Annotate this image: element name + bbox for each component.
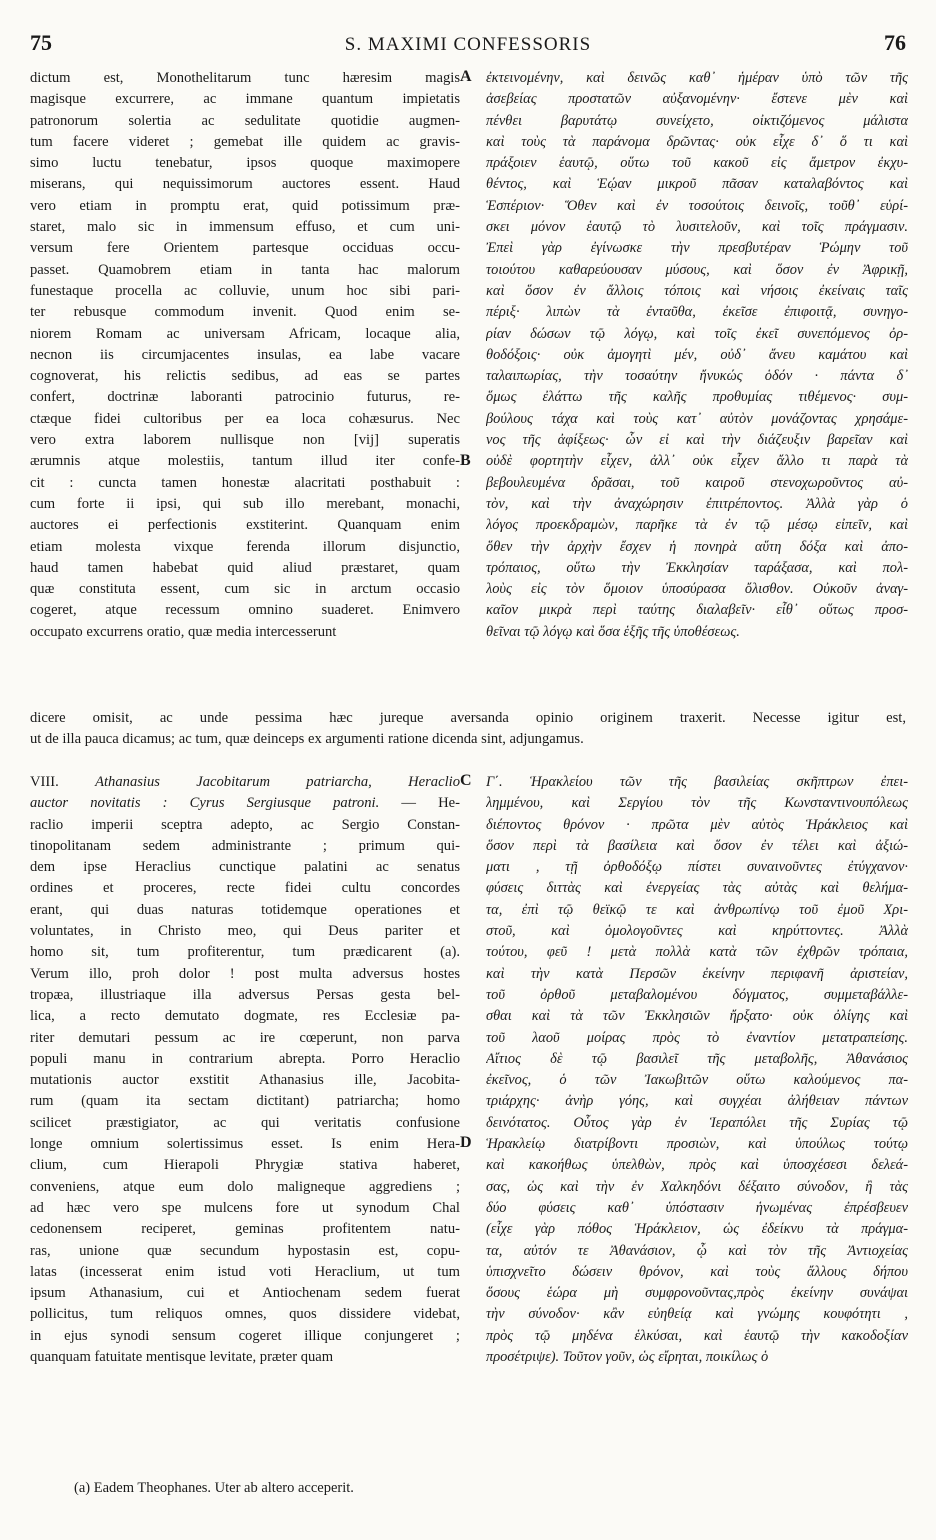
latin-text-line: quæ constituta essent, cum sic in arctum occasio	[30, 581, 460, 598]
greek-text-line: θεῖναι τῷ λόγῳ καὶ ὅσα ἑξῆς τῆς ὑποθέσεως.	[486, 623, 740, 640]
greek-text-line: καὶ τοὺς τὰ παράνομα δρῶντας· οὐκ εἶχε δ᾽ ὅ τι καὶ	[486, 133, 908, 150]
latin-text-line: ordines et proceres, recte fidei cultu concordes	[30, 880, 460, 897]
latin-text-line: ærumnis atque molestiis, tantum illud iter confe-	[30, 453, 460, 470]
section-heading	[30, 772, 460, 815]
greek-text-line: τοῦ ὀρθοῦ μεταβαλομένου δόγματος, συμμεταβάλλε-	[486, 986, 908, 1003]
latin-text-line: vero extra laborem nullisque non [vij] superatis	[30, 432, 460, 449]
latin-text-line: ctæque fidei cultoribus per ea loca cohæsurus. Nec	[30, 410, 460, 427]
latin-text-line: riter demutari pessum ac ire cœperunt, non parva	[30, 1029, 460, 1046]
latin-text-line: cogeret, atque recessum omnino suaderet. Enimvero	[30, 602, 460, 619]
full-width-lines	[30, 708, 906, 751]
greek-text-line: Αἴτιος δὲ τῷ βασιλεῖ τῆς μεταβολῆς, Ἀθανάσιος	[486, 1050, 908, 1067]
greek-text-line: νος τῆς ἀφίξεως· ὧν εἰ καὶ τὴν διάζευξιν βαρεῖαν καὶ	[486, 432, 908, 449]
latin-text-line: versum fere Orientem partesque occiduas occu-	[30, 240, 460, 257]
page-number-right: 76	[884, 30, 906, 55]
greek-text-line: καὶ κακοήθως ὑπελθὼν, πρὸς καὶ ὑποσχέσεσι δελεά-	[486, 1157, 908, 1174]
latin-text-line: tropæa, illustriaque illa adversus Persas gesta bel-	[30, 986, 460, 1003]
greek-text-line: πέριξ· λιπὼν τὰ ἐνταῦθα, ἐκεῖσε ἐπιφοιτᾷ, συνηγο-	[486, 304, 908, 321]
margin-marker-c: C	[460, 772, 472, 789]
latin-text-line: patronorum solertia ac sedulitate quotidie augmen-	[30, 112, 460, 129]
latin-text-line: tinopolitanam sedem administrante ; primum qui-	[30, 837, 460, 854]
latin-text-line: confert, doctrinæ laboranti patrocinio futurus, re-	[30, 389, 460, 406]
greek-text-line: ὅσους ἑώρα μὴ συμφρονοῦντας,πρὸς ἐκείνην συνάψαι	[486, 1285, 908, 1302]
greek-text-line: πράξοιεν ἑαυτῷ, οὕτω τοῦ κακοῦ εἰς ἄμετρον ἐκχυ-	[486, 155, 908, 172]
footnote-text: Eadem Theophanes. Uter ab altero acceperit.	[93, 1480, 354, 1496]
latin-text-line: clium, cum Hierapoli Phrygiæ stativa haberet,	[30, 1157, 460, 1174]
heading-title-2: auctor novitatis : Cyrus Sergiusque patroni.	[30, 795, 380, 812]
greek-column-top	[486, 68, 908, 643]
greek-text-line: Γ΄. Ἡρακλείου τῶν τῆς βασιλείας σκῆπτρων ἐπει-	[486, 774, 908, 790]
latin-text-line: cedonensem reciperet, geminas profitentem natu-	[30, 1221, 460, 1238]
latin-text-line: Verum illo, proh dolor ! post multa adversus hostes	[30, 965, 460, 982]
latin-text-line: simo luctu tenebatur, ipsos quoque maximopere	[30, 155, 460, 172]
latin-text-line: in ejus synodi sensum cogeret illique conjungeret ;	[30, 1327, 460, 1344]
latin-column-top	[30, 68, 460, 643]
greek-text-line: ματι , τῇ ὀρθοδόξῳ πίστει συναινοῦντες ἐτύγχανον·	[486, 859, 908, 876]
greek-text-line: ὅμως ἐλάττω τῆς καλῆς προθυμίας τιθέμενος· συμ-	[486, 389, 908, 406]
latin-text-line: etiam molesta vixque ferenda illorum disjunctio,	[30, 538, 460, 555]
latin-text-line: pollicitus, tum reliquos omnes, quos dissidere videbat,	[30, 1306, 460, 1323]
latin-text-line: ad hæc vero spe mulcens fore ut synodum Chal	[30, 1199, 460, 1216]
heading-title-1: Athanasius Jacobitarum patriarcha, Heraclio	[95, 774, 460, 790]
latin-text-line: cognoverat, his relictis sedibus, ad eas se partes	[30, 368, 460, 385]
running-title: S. MAXIMI CONFESSORIS	[344, 34, 592, 55]
latin-text-line: mutationis auctor exstitit Athanasius ille, Jacobita-	[30, 1072, 460, 1089]
latin-text-line: miserans, qui nequissimorum auctores essent. Haud	[30, 176, 460, 193]
greek-text-line: καῖον μικρὰ περὶ ταύτης διαλαβεῖν· εἶθ᾽ οὕτως προσ-	[486, 602, 908, 619]
heading-line-1	[30, 772, 460, 793]
greek-text-line: Ἑσπέριον· Ὅθεν καὶ ἐν τοσούτοις δεινοῖς, τοῦθ᾽ εὑρί-	[486, 197, 908, 214]
greek-text-line: ἀσεβείας προστατῶν αὐξανομένην· ἔστενε μὲν καὶ	[486, 91, 908, 108]
latin-text-line: raclio imperii sceptra adepto, ac Sergio Constan-	[30, 816, 460, 833]
greek-column-bottom	[486, 772, 908, 1368]
greek-text-line: τα, ἐπὶ τῷ θεϊκῷ τε καὶ ἀνθρωπίνῳ τοῦ ἐμοῦ Χρι-	[486, 901, 908, 918]
greek-text-line: τρόπαιος, οὕτω τὴν Ἐκκλησίαν ταράξασα, καὶ πολ-	[486, 559, 908, 576]
greek-text-line: σας, ὡς καὶ τὴν ἐν Χαλκηδόνι δέξαιτο σύνοδον, ἢ τὰς	[486, 1178, 908, 1195]
latin-text-line: magisque excurrere, ac immane quantum impietatis	[30, 91, 460, 108]
greek-text-line: ὅσον περὶ τὰ βασίλεια καὶ ὅσον ἐν τέλει καὶ ἀξιώ-	[486, 837, 908, 854]
latin-text-line: dem ipse Heraclius cunctique palatini ac senatus	[30, 859, 460, 876]
greek-text-line: φύσεις διττὰς καὶ ἐνεργείας τὰς αὐτὰς καὶ θελήμα-	[486, 880, 908, 897]
latin-text-line: conveniens, atque eum dolo maligneque aggrediens ;	[30, 1178, 460, 1195]
full-width-text-line: ut de illa pauca dicamus; ac tum, quæ deinceps ex argumenti ratione dicenda sint, adjungamus.	[30, 731, 584, 748]
latin-text-line: haud tamen habebat quid aliud præstaret, quam	[30, 559, 460, 576]
greek-text-line: τούτου, φεῦ ! μετὰ πολλὰ κατὰ τῶν ἐχθρῶν τρόπαια,	[486, 944, 908, 961]
footnote-mark: (a)	[74, 1480, 91, 1496]
greek-text-line: λόγος προεκδραμὼν, παρῆκε τὰ ἐν τῷ μέσῳ εἰπεῖν, καὶ	[486, 517, 908, 534]
greek-text-line: λοὺς εἰς τὸν ὅμοιον ὑποσύρασα ὄλισθον. Οὐκοῦν ἀναγ-	[486, 581, 908, 598]
latin-text-line: populi manu in contrarium abrepta. Porro Heraclio	[30, 1050, 460, 1067]
greek-text-line: ἐκτεινομένην, καὶ δεινῶς καθ᾽ ἡμέραν ὑπὸ τῶν τῆς	[486, 70, 908, 86]
greek-text-line: δεινότατος. Οὗτος γὰρ ἐν Ἱεραπόλει τῆς Συρίας τῷ	[486, 1114, 908, 1131]
greek-text-line: καὶ τὴν κατὰ Περσῶν ἐκείνην περιφανῆ ἀριστείαν,	[486, 965, 908, 982]
margin-marker-a: A	[460, 68, 472, 85]
greek-text-line: διέποντος θρόνον · πρῶτα μὲν αὐτὸς Ἡράκλειος καὶ	[486, 816, 908, 833]
greek-text-line: τοιούτου καθαρεύουσαν μύσους, καὶ ὅσον ἐν Ἀφρικῇ,	[486, 261, 908, 278]
latin-text-line: lica, a recto demutato dogmate, res Ecclesiæ pa-	[30, 1008, 460, 1025]
latin-text-line: funestaque procella ac colluvie, unum hoc sibi pari-	[30, 282, 460, 299]
page-header	[30, 30, 906, 60]
margin-marker-d: D	[460, 1134, 472, 1151]
greek-text-line: πένθει βαρυτάτῳ συνείχετο, οἰκτιζόμενος μάλιστα	[486, 112, 908, 129]
greek-text-line: δύο φύσεις καθ᾽ ὑπόστασιν ἡνωμένας ἐπρέσβευεν	[486, 1199, 908, 1216]
section-number: VIII.	[30, 774, 59, 790]
latin-text-line: occupato excurrens oratio, quæ media intercesserunt	[30, 623, 337, 640]
greek-text-line: προσέτριψε). Τοῦτον γοῦν, ὡς εἴρηται, ποικίλως ὁ	[486, 1349, 769, 1366]
greek-text-line: ρίαν δώσων τῷ λόγῳ, καὶ τοῖς ἐκεῖ συνεπόμενος ὀρ-	[486, 325, 908, 342]
greek-text-line: στοῦ, καὶ ὁμολογοῦντες καὶ κηρύττοντες. Ἀλλὰ	[486, 923, 908, 940]
greek-text-line: λημμένου, καὶ Σεργίου τὸν τῆς Κωνσταντινουπόλεως	[486, 795, 908, 812]
greek-text-line: ἐκεῖνος, ὁ τῶν Ἰακωβιτῶν οὕτω καλούμενος πα-	[486, 1072, 908, 1089]
latin-text-line: necnon iis circumjacentes insulas, ea labe vacare	[30, 346, 460, 363]
latin-text-line: auctores ei perfectionis exstiterint. Quanquam enim	[30, 517, 460, 534]
greek-text-line: οὐδὲ φορτητὴν εἶχεν, ἀλλ᾽ οὐκ εἶχεν ἄλλο τι παρὰ τὰ	[486, 453, 908, 470]
latin-text-line: ter rebusque commodum invenit. Quod enim se-	[30, 304, 460, 321]
greek-text-line: ταλαιπωρίας, τὴν τοσαύτην ἤνυκώς ὁδόν · πάντα δ᾽	[486, 368, 908, 385]
latin-text-line: niorem Romam ac universam Africam, locaque alia,	[30, 325, 460, 342]
latin-text-line: rum (quam ita sectam dictitant) patriarcha; homo	[30, 1093, 460, 1110]
latin-text-line: homo sit, tum profiterentur, tum prædicarent (a).	[30, 944, 460, 961]
footnote	[74, 1480, 354, 1497]
greek-text-line: τοῦ λαοῦ μοίρας πρὸς τὸ ἐναντίον μετατραπείσης.	[486, 1029, 908, 1046]
greek-text-line: καὶ ὅσον ἐν ἄλλοις τόποις καὶ νήσοις ἐκείναις ταῖς	[486, 282, 908, 299]
greek-text-line: θέντος, καὶ Ἑῴαν μικροῦ πᾶσαν καταλαβόντος καὶ	[486, 176, 908, 193]
greek-text-line: τριάρχης· ἀνὴρ γόης, καὶ συγχέαι ἀλήθειαν πάντων	[486, 1093, 908, 1110]
greek-text-line: βεβουλευμένα δρᾶσαι, τοῦ καιροῦ στενοχωροῦντος αὐ-	[486, 474, 908, 491]
latin-text-line: quanquam fatuitate mentisque levitate, præter quam	[30, 1349, 334, 1366]
latin-text-line: passet. Quamobrem etiam in tanta hac malorum	[30, 261, 460, 278]
latin-text-line: staret, malo sic in immensum effuso, et cum uni-	[30, 219, 460, 236]
greek-text-line: σκει μόνον ἑαυτῷ τὸ λυσιτελοῦν, καὶ τοῖς πράγμασιν.	[486, 219, 908, 236]
latin-text-line: scilicet præstigiator, ac qui veritatis confusione	[30, 1114, 460, 1131]
latin-text-line: dictum est, Monothelitarum tunc hæresim magis	[30, 70, 460, 86]
greek-text-line: τὴν σύνοδον· κἂν εὐηθείᾳ καὶ γνώμης κουφότητι ,	[486, 1306, 908, 1323]
greek-text-line: θοδόξοις· οὐκ ἀμογητὶ μέν, οὐδ᾽ ἄνευ καμάτου καὶ	[486, 346, 908, 363]
greek-text-line: Ἡρακλείῳ διατρίβοντι προσιὼν, καὶ ὑπούλως τούτῳ	[486, 1136, 908, 1153]
latin-column-bottom	[30, 815, 460, 1369]
latin-text-line: latas (incesserat enim istud voti Heraclium, ut tum	[30, 1263, 460, 1280]
latin-text-line: ipsum Athanasium, cui et Antiochenam sedem fuerat	[30, 1285, 460, 1302]
latin-text-line: voluntates, in Christo meo, qui Deus pariter et	[30, 923, 460, 940]
greek-text-line: σθαι καὶ τὰ τῶν Ἐκκλησιῶν ἤρξατο· οὐκ ὀλίγης καὶ	[486, 1008, 908, 1025]
latin-text-line: vero etiam in promptu erat, quid potissimum præ-	[30, 197, 460, 214]
latin-text-line: cum forte ii ipsi, qui sub illo merebant, monachi,	[30, 495, 460, 512]
page-number-left: 75	[30, 30, 52, 55]
greek-text-line: πρὸς τῷ μηδένα ἑλκύσαι, καὶ ἑαυτῷ τὴν κακοδοξίαν	[486, 1327, 908, 1344]
latin-text-line: cit : cuncta tamen honestæ alacritati posthabuit :	[30, 474, 460, 491]
greek-text-line: (εἶχε γὰρ πόθος Ἡράκλειον, ὡς ἐδείκνυ τὰ πράγμα-	[486, 1221, 908, 1238]
heading-continuation: — He-	[401, 795, 460, 812]
heading-line-2	[30, 793, 460, 814]
latin-text-line: longe omnium solertissimus esset. Is enim Hera-	[30, 1136, 460, 1153]
greek-text-line: τα, αὐτόν τε Ἀθανάσιον, ᾧ καὶ τὸν τῆς Ἀντιοχείας	[486, 1242, 908, 1259]
greek-text-line: ὅθεν τὴν ἀρχὴν ἔσχεν ἡ πονηρὰ αὕτη δόξα καὶ ἀπο-	[486, 538, 908, 555]
full-width-text-line: dicere omisit, ac unde pessima hæc jureque aversanda opinio originem traxerit. Necesse igitur est,	[30, 710, 906, 726]
greek-text-line: Ἐπεὶ γὰρ ἐγίνωσκε τὴν πρεσβυτέραν Ῥώμην τοῦ	[486, 240, 908, 257]
greek-text-line: ὑπισχνεῖτο δώσειν θρόνον, καὶ τοὺς ἄλλους δήπου	[486, 1263, 908, 1280]
latin-text-line: erant, qui duas naturas totidemque operationes et	[30, 901, 460, 918]
latin-text-line: tum facere videret ; gemebat ille quidem ac gravis-	[30, 133, 460, 150]
latin-text-line: ras, unione quæ secundum hypostasin est, copu-	[30, 1242, 460, 1259]
greek-text-line: τὸν, καὶ τὴν ἀναχώρησιν ἐπιτρέποντος. Ἀλλὰ γὰρ ὁ	[486, 495, 908, 512]
greek-text-line: βούλους τάχα καὶ τοὺς κατ᾽ αὐτὸν μονάζοντας χρησάμε-	[486, 410, 908, 427]
margin-marker-b: B	[460, 452, 471, 469]
